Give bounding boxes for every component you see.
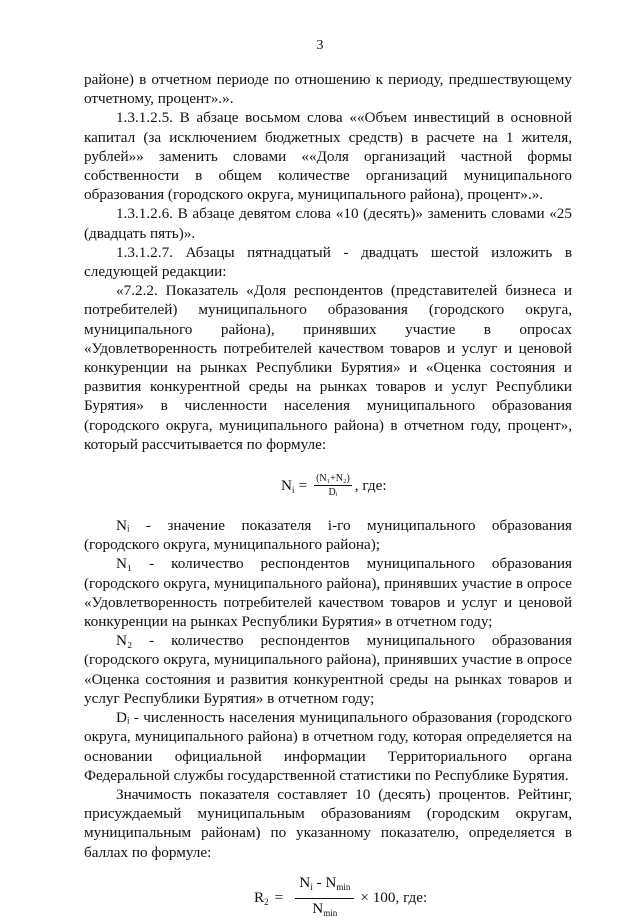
paragraph: N₁ - количество респондентов муниципального образования (городского округа, муниципального района), принявших участие в опросе «Удовлетворенность потребителей качеством товаров и услуг и ценовой конкуренции на рынках Республики Бурятия» в отчетном году; xyxy=(84,555,572,631)
paragraph: N₂ - количество респондентов муниципального образования (городского округа, муниципального района), принявших участие в опросе «Оценка состояния и развития конкурентной среды на рынках товаров и услуг Республики Бурятия» в отчетном году; xyxy=(84,632,572,707)
document-body xyxy=(84,70,572,924)
paragraph: 1.3.1.2.7. Абзацы пятнадцатый - двадцать шестой изложить в следующей редакции: xyxy=(84,243,572,281)
formula-ni xyxy=(84,454,572,516)
formula-fraction xyxy=(295,874,354,923)
formula-denominator: Dᵢ xyxy=(328,487,338,499)
formula-numerator: (N₁+N₂) xyxy=(316,473,350,485)
paragraph: Значимость показателя составляет 10 (десять) процентов. Рейтинг, присуждаемый муниципальным образованиям (городским округам, муниципальным районам) по указанному показателю, определяется в баллах по формуле: xyxy=(84,785,572,861)
paragraph: Dᵢ - численность населения муниципального образования (городского округа, муниципального района) в отчетном году, которая определяется на основании официальной информации Территориального органа Федеральной службы государственной статистики по Республике Бурятия. xyxy=(84,709,572,784)
paragraph: 1.3.1.2.5. В абзаце восьмом слова ««Объем инвестиций в основной капитал (за исключением бюджетных средств) в расчете на 1 жителя, рублей»» заменить словами ««Доля организаций частной формы собственности в общем количестве организаций муниципального образования (городского округа, муниципального района), процент».». xyxy=(84,109,572,204)
formula-lhs: $N_i$ xyxy=(281,476,295,495)
formula-denominator: $N_{min}$ xyxy=(312,899,338,918)
formula-suffix: , где: xyxy=(354,476,387,494)
paragraph: Nᵢ - значение показателя i-го муниципального образования (городского округа, муниципального района); xyxy=(84,517,572,554)
page-number: 3 xyxy=(316,38,324,53)
paragraph: «7.2.2. Показатель «Доля респондентов (представителей бизнеса и потребителей) муниципального образования (городского округа, муниципального района), принявших участие в опросах «Удовлетворенность потребителей качеством товаров и услуг и ценовой конкуренции на рынках Республики Бурятия» и «Оценка состояния и развития конкурентной среды на рынках товаров и услуг Республики Бурятия» в численности населения муниципального образования (городского округа, муниципального района) в отчетном году, процент», который рассчитывается по формуле: xyxy=(84,282,572,453)
formula-r2 xyxy=(84,862,572,924)
formula-suffix: × 100, где: xyxy=(360,889,428,907)
paragraph: 1.3.1.2.6. В абзаце девятом слова «10 (десять)» заменить словами «25 (двадцать пять)». xyxy=(84,205,572,242)
formula-fraction xyxy=(314,472,352,499)
formula-eq: = xyxy=(274,889,284,907)
formula-lhs: $R_2$ xyxy=(254,889,269,908)
paragraph: районе) в отчетном периоде по отношению к периоду, предшествующему отчетному, процент».». xyxy=(84,71,572,108)
formula-eq: = xyxy=(298,476,308,494)
formula-numerator: $N_i - N_{min}$ xyxy=(295,874,354,899)
